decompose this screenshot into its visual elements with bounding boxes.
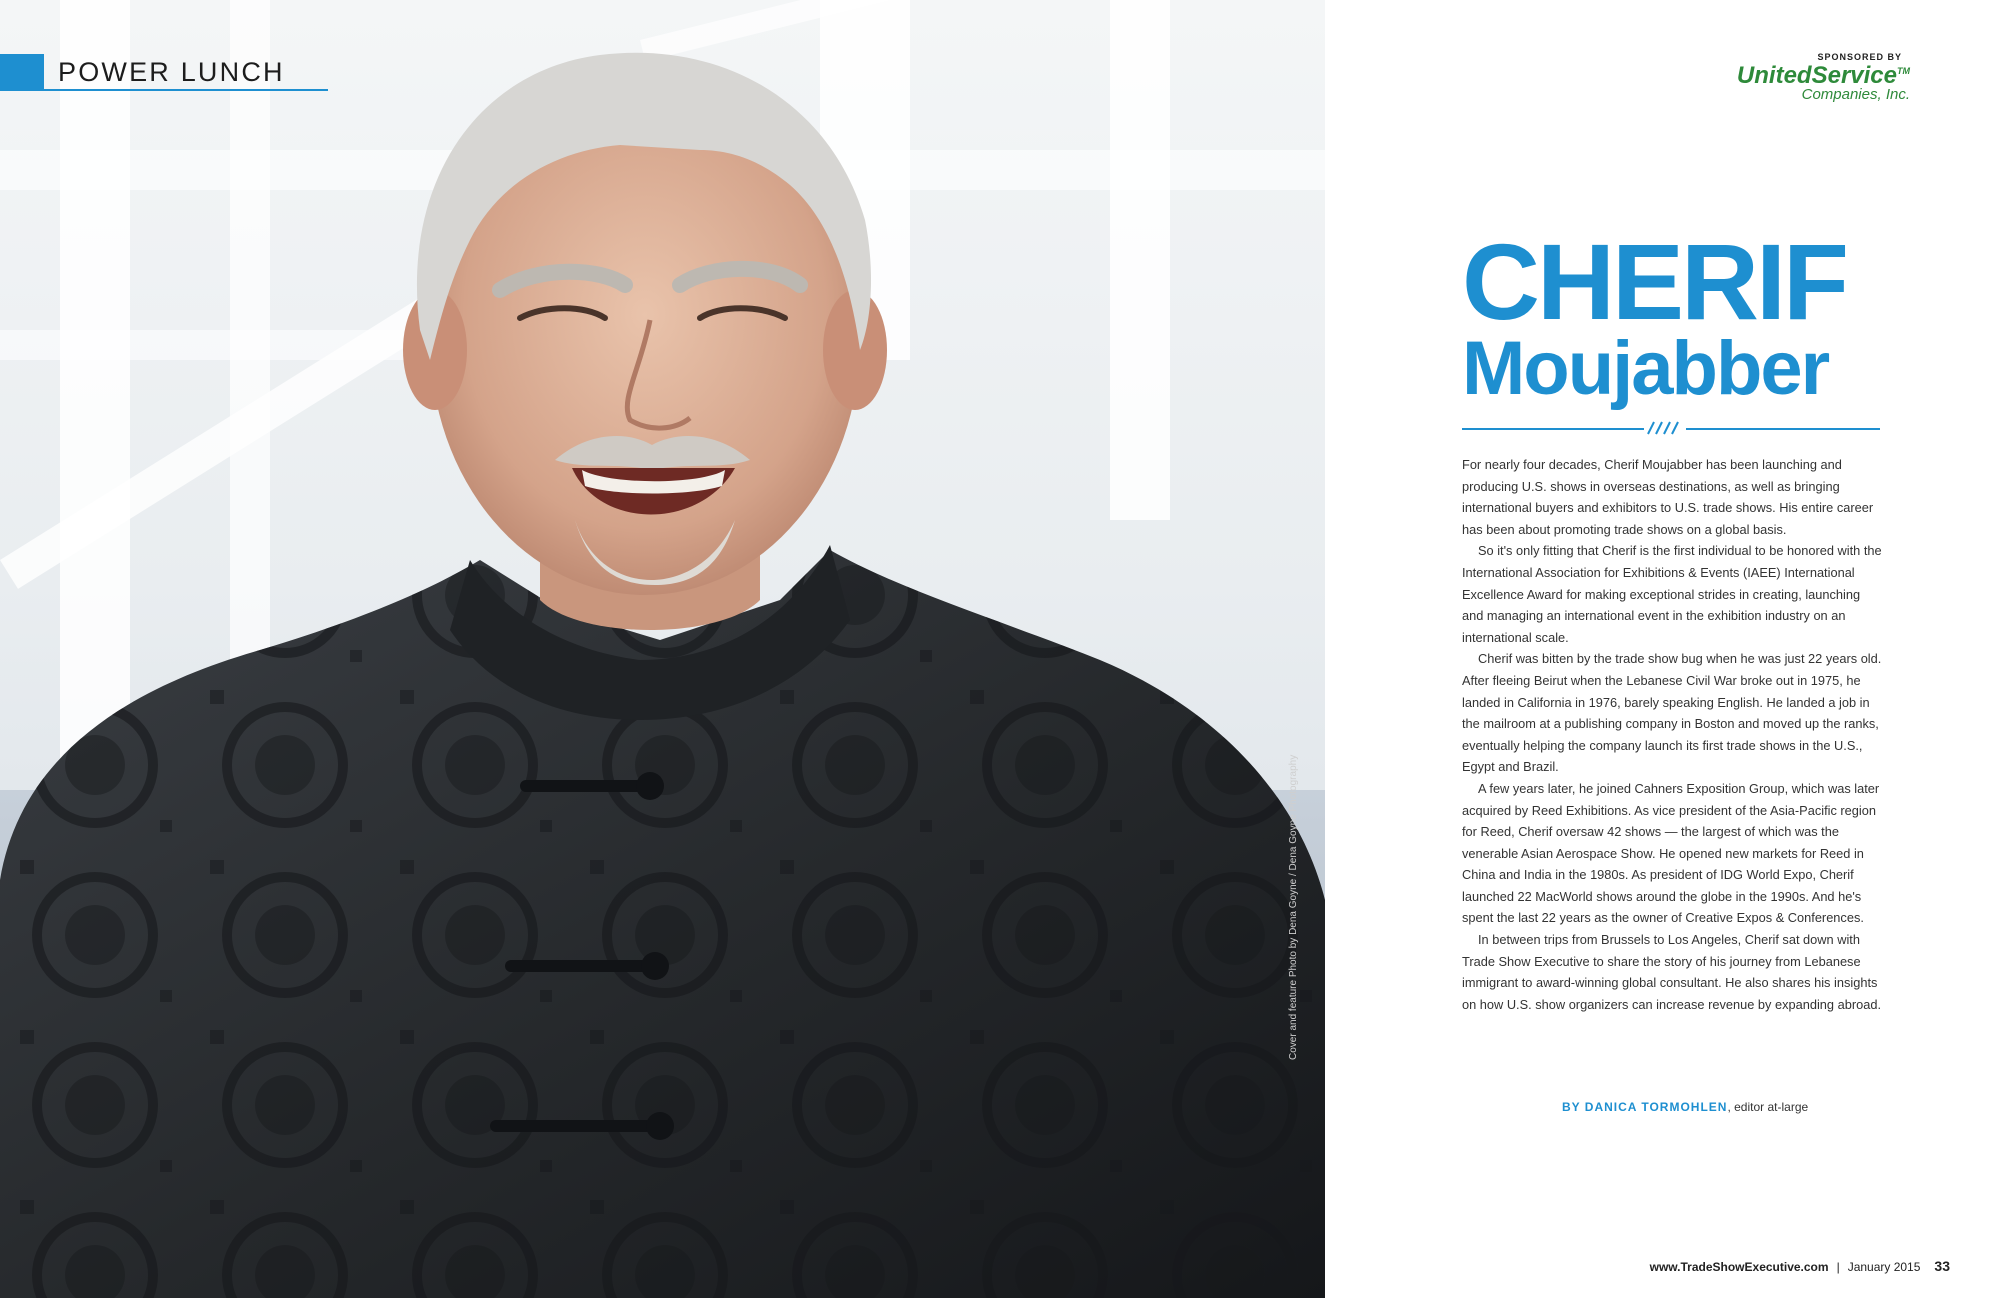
byline-role: , editor at-large — [1727, 1100, 1809, 1114]
footer-url[interactable]: www.TradeShowExecutive.com — [1649, 1260, 1829, 1274]
article-body — [1462, 454, 1882, 1015]
photo-credit: Cover and feature Photo by Dena Goyne / Dena Goyne Photography — [1288, 754, 1299, 1060]
body-paragraph: So it's only fitting that Cherif is the first individual to be honored with the International Association for Exhibitions & Events (IAEE) International Excellence Award for making exceptional strides in creating, launching and managing an international event in the exhibition industry on an international scale. — [1462, 543, 1882, 645]
body-paragraph: In between trips from Brussels to Los Angeles, Cherif sat down with Trade Show Executive to share the story of his journey from Lebanese immigrant to award-winning global consultant. He also shares his insights on how U.S. show organizers can increase revenue by expanding abroad. — [1462, 932, 1881, 1012]
article-title — [1462, 221, 1882, 412]
body-paragraph: For nearly four decades, Cherif Moujabber has been launching and producing U.S. shows in overseas destinations, as well as bringing international buyers and exhibitors to U.S. trade shows. His entire career has been about promoting trade shows on a global basis. — [1462, 457, 1874, 537]
byline — [1562, 1100, 1808, 1114]
body-paragraph: Cherif was bitten by the trade show bug when he was just 22 years old. After fleeing Beirut when the Lebanese Civil War broke out in 1975, he landed in California in 1976, barely speaking English. He landed a job in the mailroom at a publishing company in Boston and moved up the ranks, eventually helping the company launch its first trade shows in the U.S., Egypt and Brazil. — [1462, 651, 1882, 775]
footer-separator: | — [1836, 1260, 1840, 1274]
page-footer — [1650, 1258, 1950, 1274]
sponsor-logo-main: UnitedService — [1736, 62, 1897, 89]
byline-name: BY DANICA TORMOHLEN — [1562, 1100, 1728, 1114]
title-first-name: CHERIF — [1462, 221, 1846, 342]
footer-date: January 2015 — [1847, 1260, 1921, 1274]
sponsor-logo-tm: TM — [1897, 66, 1910, 76]
title-hatch-mark — [1644, 421, 1686, 435]
title-last-name: Moujabber — [1462, 326, 1829, 412]
sponsor-logo[interactable] — [1690, 64, 1910, 88]
section-rule — [44, 89, 328, 91]
sponsor-block — [1690, 52, 1950, 103]
sponsored-by-label: SPONSORED BY — [1817, 52, 1902, 62]
section-tag — [0, 52, 285, 92]
section-tag-block — [0, 54, 44, 91]
body-paragraph: A few years later, he joined Cahners Exposition Group, which was later acquired by Reed Exhibitions. As vice president of the Asia-Pacific region for Reed, Cherif oversaw 42 shows — the largest of which was the venerable Asian Aerospace Show. He opened new markets for Reed in China and India in the 1980s. As president of IDG World Expo, Cherif launched 22 MacWorld shows around the globe in the 1990s. And he's spent the last 22 years as the owner of Creative Expos & Conferences. — [1462, 780, 1880, 926]
sponsor-logo-sub: Companies, Inc. — [1801, 86, 1910, 103]
section-label: POWER LUNCH — [58, 56, 285, 87]
page-number: 33 — [1934, 1258, 1950, 1274]
